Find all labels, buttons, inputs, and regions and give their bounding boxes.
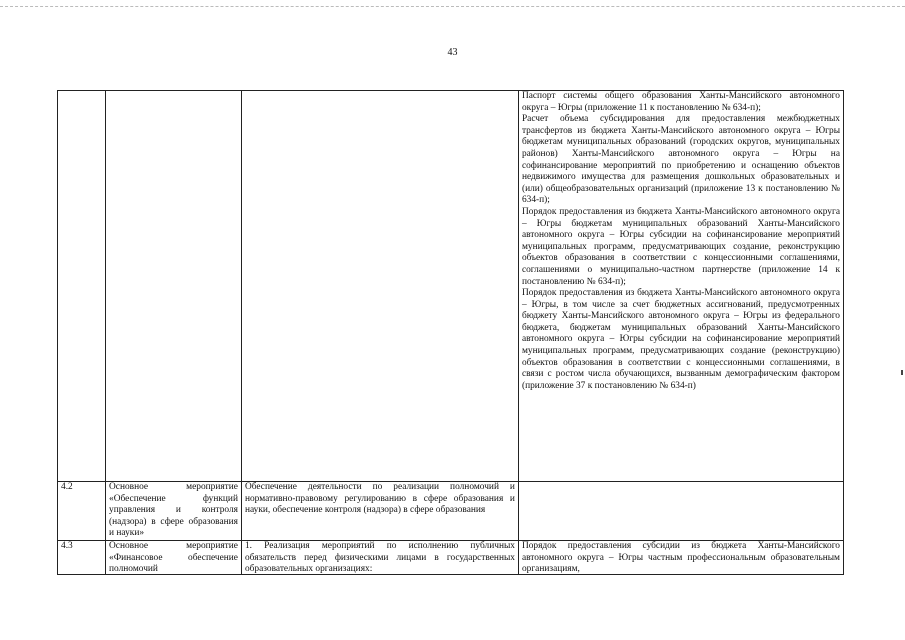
regulatory-documents: Порядок предоставления субсидии из бюджета Ханты-Мансийского автономного округа – Югры частным профессиональным образовательным организациям, — [521, 540, 840, 574]
cell-activity-name — [106, 91, 242, 482]
table-row-4-2 — [58, 482, 844, 541]
table-row-continued — [58, 91, 844, 482]
document-paragraph: Порядок предоставления из бюджета Ханты-Мансийского автономного округа – Югры бюджетам муниципальных образований Ханты-Мансийского автономного округа – Югры субсидии на софинансирование мероприятий муниципальных программ, предусматривающих создание, реконструкцию объектов образования в соответствии с концессионными соглашениями, соглашениями о муниципально-частном партнерстве (приложение 14 к постановлению № 634-п); — [521, 206, 840, 287]
program-activities-table — [57, 90, 844, 575]
activity-description-cell — [241, 540, 518, 574]
activity-name: Основное мероприятие «Финансовое обеспечение полномочий — [109, 540, 238, 574]
document-paragraph: Порядок предоставления из бюджета Ханты-Мансийского автономного округа – Югры, в том числе за счет бюджетных ассигнований, предусмотренных бюджету Ханты-Мансийского автономного округа – Югры из федерального бюджета, бюджетам муниципальных образований Ханты-Мансийского автономного округа – Югры субсидии на софинансирование мероприятий муниципальных программ, предусматривающих создание (реконструкцию) объектов образования в соответствии с концессионными соглашениями, в связи с ростом числа обучающихся, вызванным демографическим фактором (приложение 37 к постановлению № 634-п) — [521, 288, 840, 391]
activity-description: Обеспечение деятельности по реализации полномочий и нормативно-правовому регулированию в сфере образования и науки, обеспечение контроля (надзора) в сфере образования — [241, 482, 518, 541]
row-number: 4.3 — [58, 540, 106, 574]
activity-name: Основное мероприятие «Обеспечение функций управления и контроля (надзора) в сфере образования и науки» — [106, 482, 242, 541]
regulatory-documents-cell — [518, 540, 843, 574]
regulatory-documents — [518, 482, 843, 541]
activity-name-cell — [106, 540, 242, 574]
row-number: 4.2 — [58, 482, 106, 541]
document-paragraph: Паспорт системы общего образования Ханты-Мансийского автономного округа – Югры (приложение 11 к постановлению № 634-п); — [521, 91, 840, 113]
page-number: 43 — [447, 47, 458, 58]
cell-regulatory-documents — [518, 91, 843, 482]
cell-activity-description — [241, 91, 518, 482]
cell-number — [58, 91, 106, 482]
document-paragraph: Расчет объема субсидирования для предоставления межбюджетных трансфертов из бюджета Ханты-Мансийского автономного округа – Югры бюджетам муниципальных образований (городских округов, муниципальных районов) Ханты-Мансийского автономного округа – Югры на софинансирование мероприятий по приобретению и оснащению объектов недвижимого имущества для размещения дошкольных образовательных и (или) общеобразовательных организаций (приложение 13 к постановлению № 634-п); — [521, 114, 840, 206]
activity-description: 1. Реализация мероприятий по исполнению публичных обязательств перед физическими лицами в государственных образовательных организациях: — [244, 540, 515, 574]
scan-artifact-mark — [901, 370, 903, 375]
table-row-4-3 — [58, 540, 844, 574]
scan-border-line — [0, 6, 905, 7]
